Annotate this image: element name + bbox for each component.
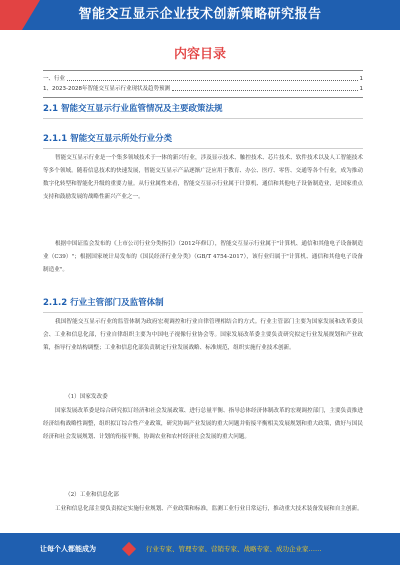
toc-entry-page: 1	[359, 86, 363, 92]
body-paragraph: 国家发展改革委是综合研究拟订经济和社会发展政策、进行总量平衡、指导总体经济体制改革的宏观调控部门，主要负责推进经济结构战略性调整，组织拟订综合性产业政策，研究协调产业发展的重大问题并衔接平衡相关发展规划和重大政策，做好与国民经济和社会发展规划、计划的衔接平衡，协调农业和农村经济社会发展的重大问题。	[43, 408, 363, 440]
footer-tagline: 行业专家、管理专家、营销专家、战略专家、成功企业家……	[146, 545, 322, 553]
report-title: 智能交互显示企业技术创新策略研究报告	[78, 7, 322, 22]
page-footer	[0, 533, 400, 565]
page-header	[0, 0, 400, 30]
subitem-label: （1）国家发改委	[65, 394, 108, 400]
toc-entry[interactable]	[43, 84, 363, 94]
section-rule	[43, 312, 363, 313]
section-rule	[43, 148, 363, 149]
body-paragraph: 我国智能交互显示行业的监管体制为政府宏观调控和行业自律管理相结合的方式。行业主管部门主要为国家发展和改革委员会、工业和信息化部，行业自律组织主要为中国电子视像行业协会等。国家发展改革委主要负责研究拟定行业发展规划和产业政策，指导行业结构调整；工业和信息化部负责制定行业发展战略、标准规范，组织实施行业技术创新。	[43, 319, 363, 351]
footer-diamond-icon	[122, 542, 136, 556]
subitem-label: （2）工业和信息化部	[65, 492, 119, 498]
toc-entry-label: 一、行业	[43, 76, 66, 82]
body-paragraph: 工业和信息化部主要负责拟定实施行业规划、产业政策和标准，监测工业行业日常运行，推动重大技术装备发展和自主创新。	[55, 506, 363, 512]
subsection-heading: 2.1.2 行业主管部门及监管体制	[43, 298, 164, 308]
toc-title: 内容目录	[173, 47, 226, 62]
body-paragraph: 根据中国证监会发布的《上市公司行业分类指引》（2012年修订），智能交互显示行业属于"计算机、通信和其他电子设备制造业（C39）"；根据国家统计局发布的《国民经济行业分类》（GB/T 4754-2017），该行业归属于"计算机、通信和其他电子设备制造业"。	[43, 241, 363, 273]
toc-leader-dots	[172, 84, 358, 91]
section-rule	[43, 118, 363, 119]
toc-top-rule	[43, 70, 363, 71]
section-heading: 2.1 智能交互显示行业监管情况及主要政策法规	[43, 104, 223, 114]
toc-leader-dots	[67, 74, 357, 81]
subsection-heading: 2.1.1 智能交互显示所处行业分类	[43, 134, 173, 144]
body-paragraph: 智能交互显示行业是一个集多领域技术于一体的新兴行业，涉及显示技术、触控技术、芯片技术、软件技术以及人工智能技术等多个领域。随着信息技术的快速发展，智能交互显示产品逐渐广泛应用于教育、办公、医疗、零售、交通等各个行业，成为推动数字化转型和智能化升级的重要力量。从行业属性来看，智能交互显示行业属于计算机、通信和其他电子设备制造业，是国家重点支持和鼓励发展的战略性新兴产业之一。	[43, 155, 363, 200]
footer-slogan: 让每个人都能成为	[40, 545, 96, 553]
toc-entry-label: 1、2023-2028年智能交互显示行业现状及趋势预测	[43, 86, 170, 92]
toc-entry[interactable]	[43, 74, 363, 84]
toc-entry-page: 1	[359, 76, 363, 82]
toc-bottom-rule	[43, 97, 363, 98]
